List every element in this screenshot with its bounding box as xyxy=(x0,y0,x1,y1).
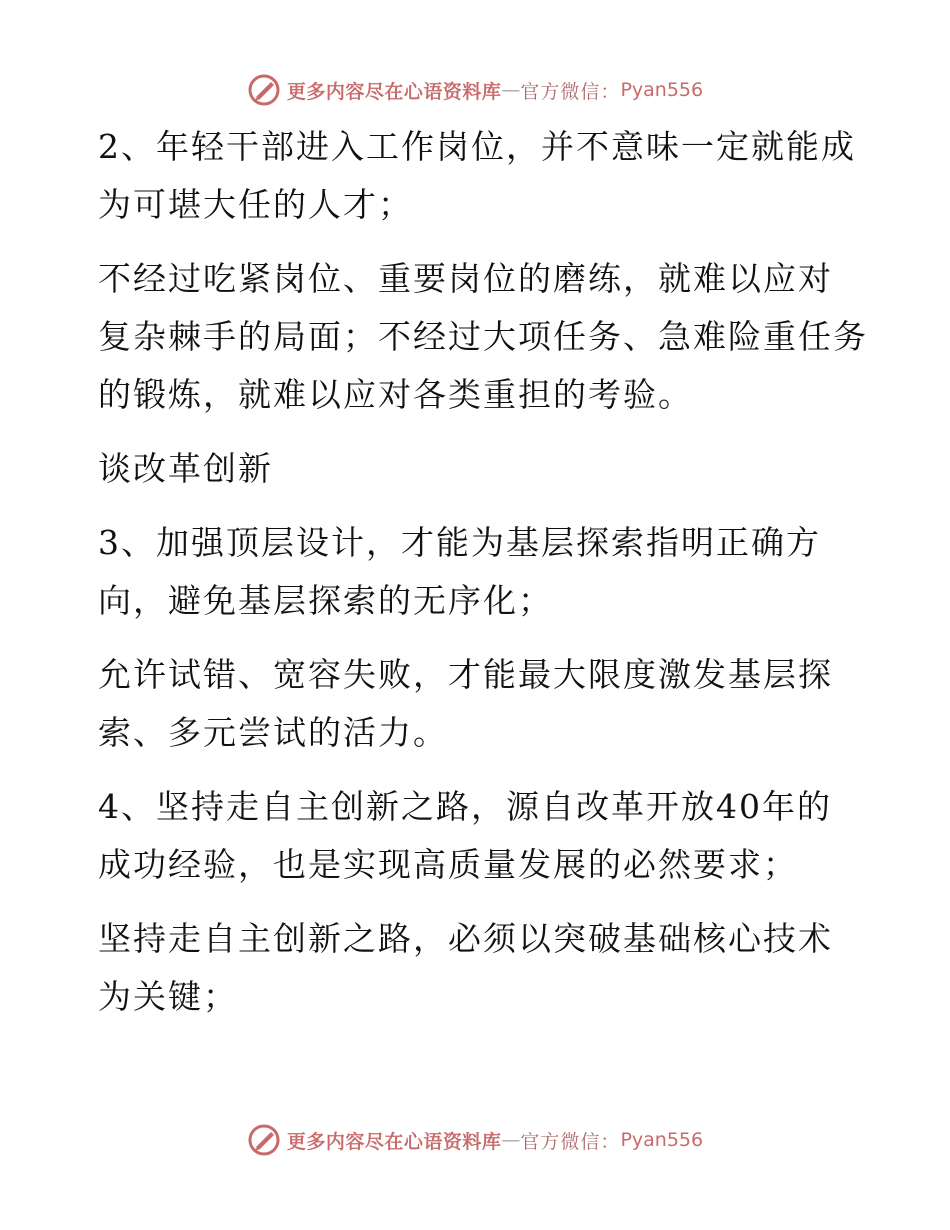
paragraph-line: 的锻炼，就难以应对各类重担的考验。 xyxy=(98,375,693,414)
quill-logo-icon xyxy=(247,1123,281,1157)
paragraph-line: 向，避免基层探索的无序化； xyxy=(98,581,553,620)
paragraph xyxy=(98,646,878,762)
footer-brand-text: 更多内容尽在心语资料库 xyxy=(286,1130,502,1153)
paragraph xyxy=(98,250,878,424)
paragraph-line: 2、年轻干部进入工作岗位，并不意味一定就能成 xyxy=(98,127,856,166)
paragraph-line: 索、多元尝试的活力。 xyxy=(98,713,448,752)
header-brand-text: 更多内容尽在心语资料库 xyxy=(286,80,502,103)
paragraph-line: 3、加强顶层设计，才能为基层探索指明正确方 xyxy=(98,523,821,562)
footer-official-label: 官方微信： xyxy=(520,1130,621,1153)
quill-logo-icon xyxy=(247,73,281,107)
paragraph-line: 4、坚持走自主创新之路，源自改革开放40年的 xyxy=(98,787,832,826)
paragraph xyxy=(98,514,878,630)
header-watermark-banner xyxy=(0,70,950,110)
footer-separator: — xyxy=(501,1129,521,1151)
paragraph-line: 允许试错、宽容失败，才能最大限度激发基层探 xyxy=(98,655,833,694)
paragraph-line: 复杂棘手的局面；不经过大项任务、急难险重任务 xyxy=(98,317,868,356)
footer-watermark-text xyxy=(287,1127,703,1154)
paragraph xyxy=(98,440,878,498)
header-separator: — xyxy=(501,79,521,101)
paragraph-line: 谈改革创新 xyxy=(98,449,273,488)
header-watermark-text xyxy=(287,77,703,104)
footer-wechat-handle: Pyan556 xyxy=(620,1129,704,1151)
footer-watermark-banner xyxy=(0,1120,950,1160)
paragraph xyxy=(98,118,878,234)
paragraph xyxy=(98,910,878,1026)
document-body xyxy=(98,118,878,1042)
header-wechat-handle: Pyan556 xyxy=(620,79,704,101)
paragraph xyxy=(98,778,878,894)
paragraph-line: 坚持走自主创新之路，必须以突破基础核心技术 xyxy=(98,919,833,958)
paragraph-line: 为可堪大任的人才； xyxy=(98,185,413,224)
paragraph-line: 成功经验，也是实现高质量发展的必然要求； xyxy=(98,845,798,884)
header-official-label: 官方微信： xyxy=(520,80,621,103)
paragraph-line: 不经过吃紧岗位、重要岗位的磨练，就难以应对 xyxy=(98,259,833,298)
paragraph-line: 为关键； xyxy=(98,977,238,1016)
